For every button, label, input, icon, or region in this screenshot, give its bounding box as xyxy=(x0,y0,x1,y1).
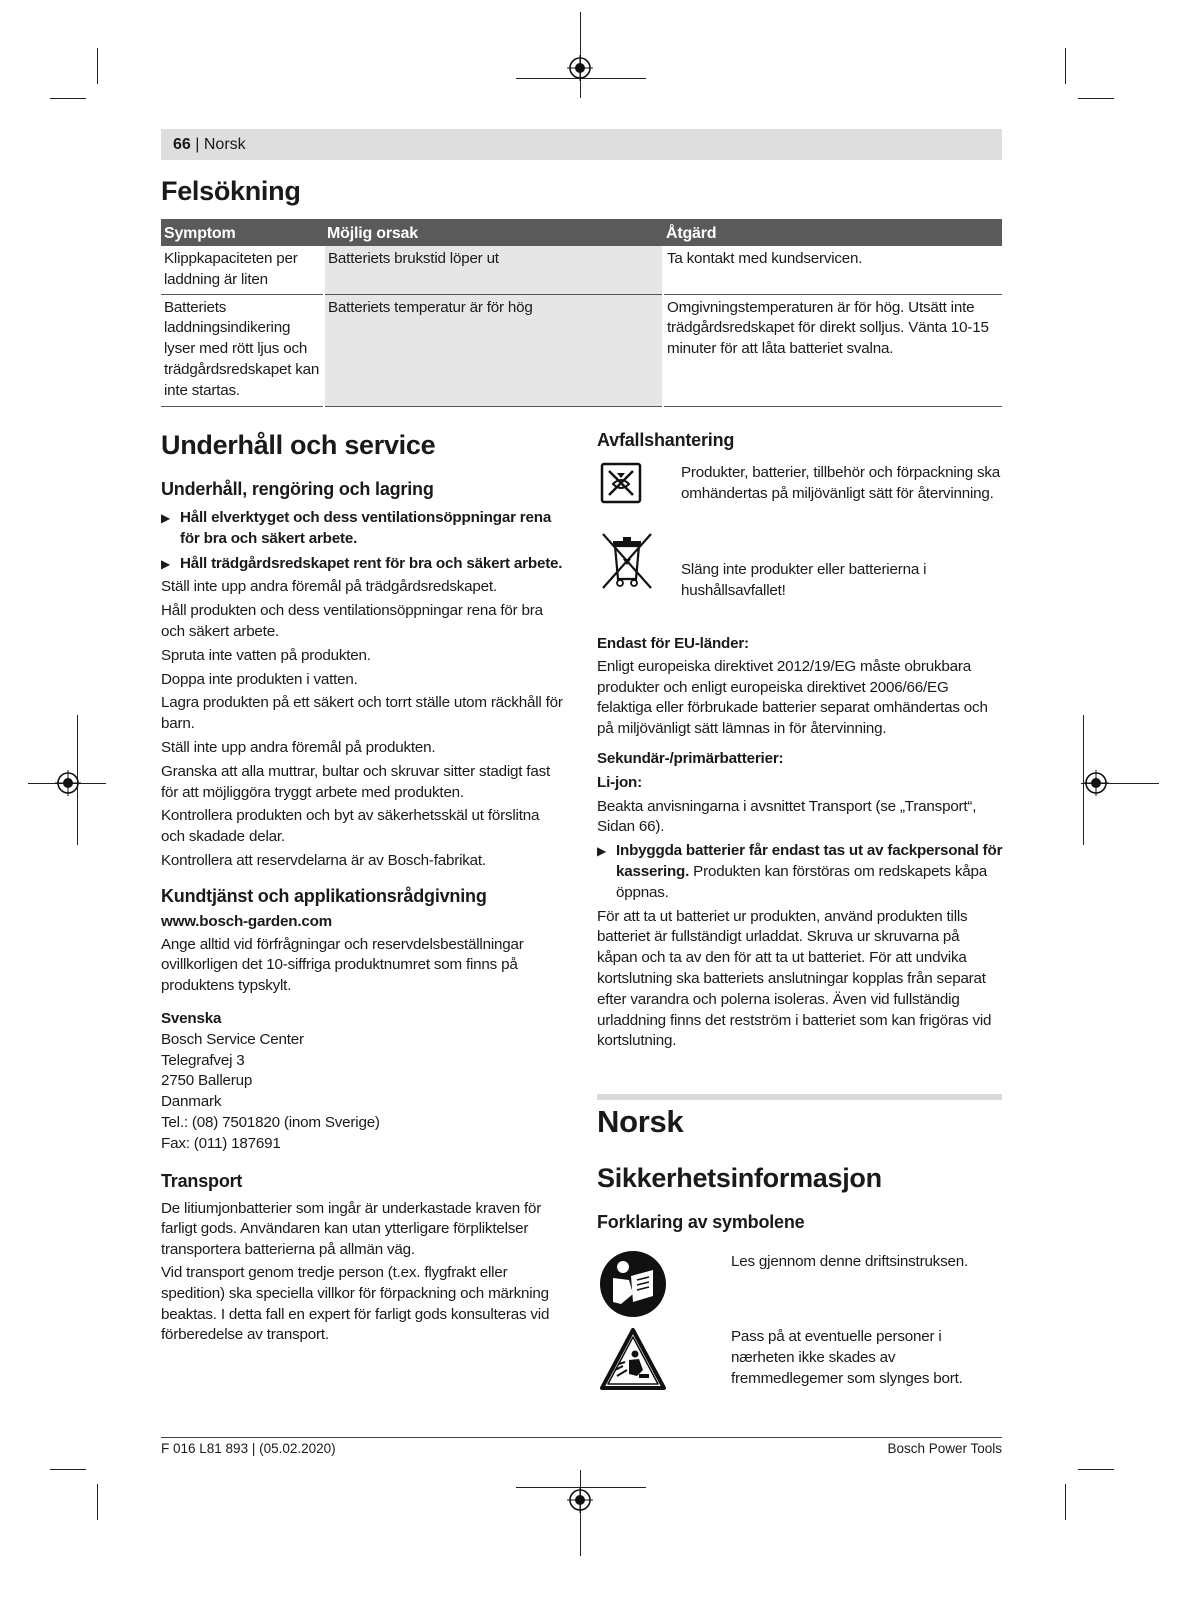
symbols-title: Forklaring av symbolene xyxy=(597,1212,805,1232)
column-header-cause: Möjlig orsak xyxy=(324,219,663,246)
table-cell-cause: Batteriets temperatur är för hög xyxy=(324,294,663,406)
column-header-action: Åtgärd xyxy=(663,219,1002,246)
disposal-icons-block xyxy=(597,459,1003,604)
read-manual-icon xyxy=(599,1250,667,1318)
maintenance-paragraph: Spruta inte vatten på produkten. xyxy=(161,646,371,664)
disposal-icon-text-2: Släng inte produkter eller batterierna i hushållsavfallet! xyxy=(681,561,927,599)
maintenance-subtitle: Underhåll, rengöring och lagring xyxy=(161,479,434,499)
recycle-box-icon xyxy=(600,462,642,504)
maintenance-bullet xyxy=(161,508,565,550)
footer-right: Bosch Power Tools xyxy=(887,1441,1002,1456)
transport-paragraph: De litiumjonbatterier som ingår är underkastade kraven för farligt gods. Användaren kan utan ytterligare förpliktelser transportera batterierna på allmän väg. xyxy=(161,1199,542,1259)
table-cell-symptom: Batteriets laddningsindikering lyser med rött ljus och trädgårdsredskapet kan inte startas. xyxy=(161,294,324,406)
maintenance-paragraph: Doppa inte produkten i vatten. xyxy=(161,670,358,688)
symbol-1-text: Les gjennom denne driftsinstruksen. xyxy=(731,1253,968,1270)
crop-mark xyxy=(50,1469,86,1470)
flying-debris-warning-icon xyxy=(599,1326,667,1394)
left-column xyxy=(161,430,565,1346)
disposal-title: Avfallshantering xyxy=(597,430,735,450)
page-number: 66 xyxy=(173,136,191,153)
maintenance-paragraph: Lagra produkten på ett säkert och torrt ställe utom räckhåll för barn. xyxy=(161,694,563,733)
maintenance-paragraph: Håll produkten och dess ventilationsöppningar rena för bra och säkert arbete. xyxy=(161,602,543,640)
crop-mark xyxy=(50,98,86,99)
crop-mark xyxy=(97,1484,98,1520)
website: www.bosch-garden.com xyxy=(161,912,332,930)
troubleshooting-title: Felsökning xyxy=(161,176,301,206)
transport-paragraph: Vid transport genom tredje person (t.ex. flygfrakt eller spedition) ska speciella villkor för förpackning och märkning beaktas. I detta fall en expert för farligt gods konsulteras vid förberedelse av transport. xyxy=(161,1263,550,1344)
crop-mark xyxy=(97,48,98,84)
address-line: Tel.: (08) 7501820 (inom Sverige) xyxy=(161,1113,380,1131)
table-cell-action: Ta kontakt med kundservicen. xyxy=(663,246,1002,294)
registration-mark-icon xyxy=(55,770,81,796)
maintenance-paragraph: Kontrollera att reservdelarna är av Bosch-fabrikat. xyxy=(161,851,486,869)
maintenance-title: Underhåll och service xyxy=(161,430,436,460)
header-separator: | xyxy=(195,136,200,153)
crop-mark xyxy=(1065,48,1066,84)
crop-mark xyxy=(1078,98,1114,99)
battery-removal-text: För att ta ut batteriet ur produkten, använd produkten tills batteriet är fullständigt urladdat. Skruva ur skruvarna på kåpan och ta av den för att ta ut batteriet. För att undvika kortslutning ska batteriets anslutningar kopplas från separat efter varandra och polerna isoleras. Även vid fullständig urladdning finns det restström i batteriet som kan frigöras vid kortslutning. xyxy=(597,907,992,1050)
liion-text: Beakta anvisningarna i avsnittet Transport (se „Transport“, Sidan 66). xyxy=(597,797,977,836)
bullet-bold-text: Inbyggda batterier får endast tas ut av fackpersonal för kassering. xyxy=(616,842,1003,880)
bullet-text: Produkten kan förstöras om redskapets kåpa öppnas. xyxy=(616,862,987,901)
address-line: 2750 Ballerup xyxy=(161,1072,253,1090)
eu-text: Enligt europeiska direktivet 2012/19/EG måste obrukbara produkter och enligt europeiska direktivet 2006/66/EG felaktiga eller förbrukade batterier separat omhändertas och på miljövänligt sätt lämnas in för återvinning. xyxy=(597,657,988,738)
table-cell-action: Omgivningstemperaturen är för hög. Utsätt inte trädgårdsredskapet för direkt solljus. Vänta 10-15 minuter för att låta batteriet svalna. xyxy=(663,294,1002,406)
maintenance-paragraph: Ställ inte upp andra föremål på produkten. xyxy=(161,738,436,756)
customer-service-title: Kundtjänst och applikationsrådgivning xyxy=(161,885,487,906)
registration-mark-icon xyxy=(1083,770,1109,796)
table-row xyxy=(161,294,1002,406)
customer-service-text: Ange alltid vid förfrågningar och reservdelsbeställningar ovillkorligen det 10-siffriga produktnumret som finns på produktens typskylt. xyxy=(161,935,524,995)
header-language: Norsk xyxy=(203,136,246,153)
right-column xyxy=(597,430,1003,1052)
maintenance-paragraph: Ställ inte upp andra föremål på trädgårdsredskapet. xyxy=(161,578,497,596)
section-divider xyxy=(597,1094,1002,1100)
address-line: Fax: (011) 187691 xyxy=(161,1134,281,1152)
table-cell-symptom: Klippkapaciteten per laddning är liten xyxy=(161,246,324,294)
table-row xyxy=(161,246,1002,294)
troubleshooting-table xyxy=(161,219,1002,407)
batteries-title: Sekundär-/primärbatterier: xyxy=(597,749,784,767)
registration-mark-icon xyxy=(567,55,593,81)
crossed-bin-icon xyxy=(597,529,657,593)
address-line: Bosch Service Center xyxy=(161,1030,304,1048)
table-cell-cause: Batteriets brukstid löper ut xyxy=(324,246,663,294)
disposal-icon-text-1: Produkter, batterier, tillbehör och förpackning ska omhändertas på miljövänligt sätt för återvinning. xyxy=(681,464,1001,502)
address-line: Danmark xyxy=(161,1093,222,1111)
maintenance-paragraph: Kontrollera produkten och byt av säkerhetsskäl ut förslitna och skadade delar. xyxy=(161,807,540,846)
symbol-2-text: Pass på at eventuelle personer i nærheten ikke skades av fremmedlegemer som slynges bort. xyxy=(731,1328,963,1387)
maintenance-paragraph: Granska att alla muttrar, bultar och skruvar sitter stadigt fast för att möjliggöra tryggt arbete med produkten. xyxy=(161,762,550,801)
safety-title: Sikkerhetsinformasjon xyxy=(597,1163,882,1193)
footer-rule xyxy=(161,1437,1002,1438)
bullet-text: Håll elverktyget och dess ventilationsöppningar rena för bra och säkert arbete. xyxy=(180,509,552,547)
crop-mark xyxy=(580,1470,581,1556)
registration-mark-icon xyxy=(567,1487,593,1513)
footer-left: F 016 L81 893 | (05.02.2020) xyxy=(161,1441,336,1456)
battery-removal-bullet xyxy=(597,841,1003,903)
maintenance-bullet xyxy=(161,554,565,575)
page-header xyxy=(161,129,1002,160)
transport-title: Transport xyxy=(161,1170,243,1191)
table-header-row xyxy=(161,219,1002,246)
crop-mark xyxy=(1065,1484,1066,1520)
norsk-title: Norsk xyxy=(597,1104,684,1139)
address-line: Telegrafvej 3 xyxy=(161,1051,245,1069)
bullet-text: Håll trädgårdsredskapet rent för bra och säkert arbete. xyxy=(180,554,563,572)
crop-mark xyxy=(1078,1469,1114,1470)
liion-title: Li-jon: xyxy=(597,773,642,791)
eu-title: Endast för EU-länder: xyxy=(597,635,749,652)
country-heading: Svenska xyxy=(161,1009,222,1027)
column-header-symptom: Symptom xyxy=(161,219,324,246)
